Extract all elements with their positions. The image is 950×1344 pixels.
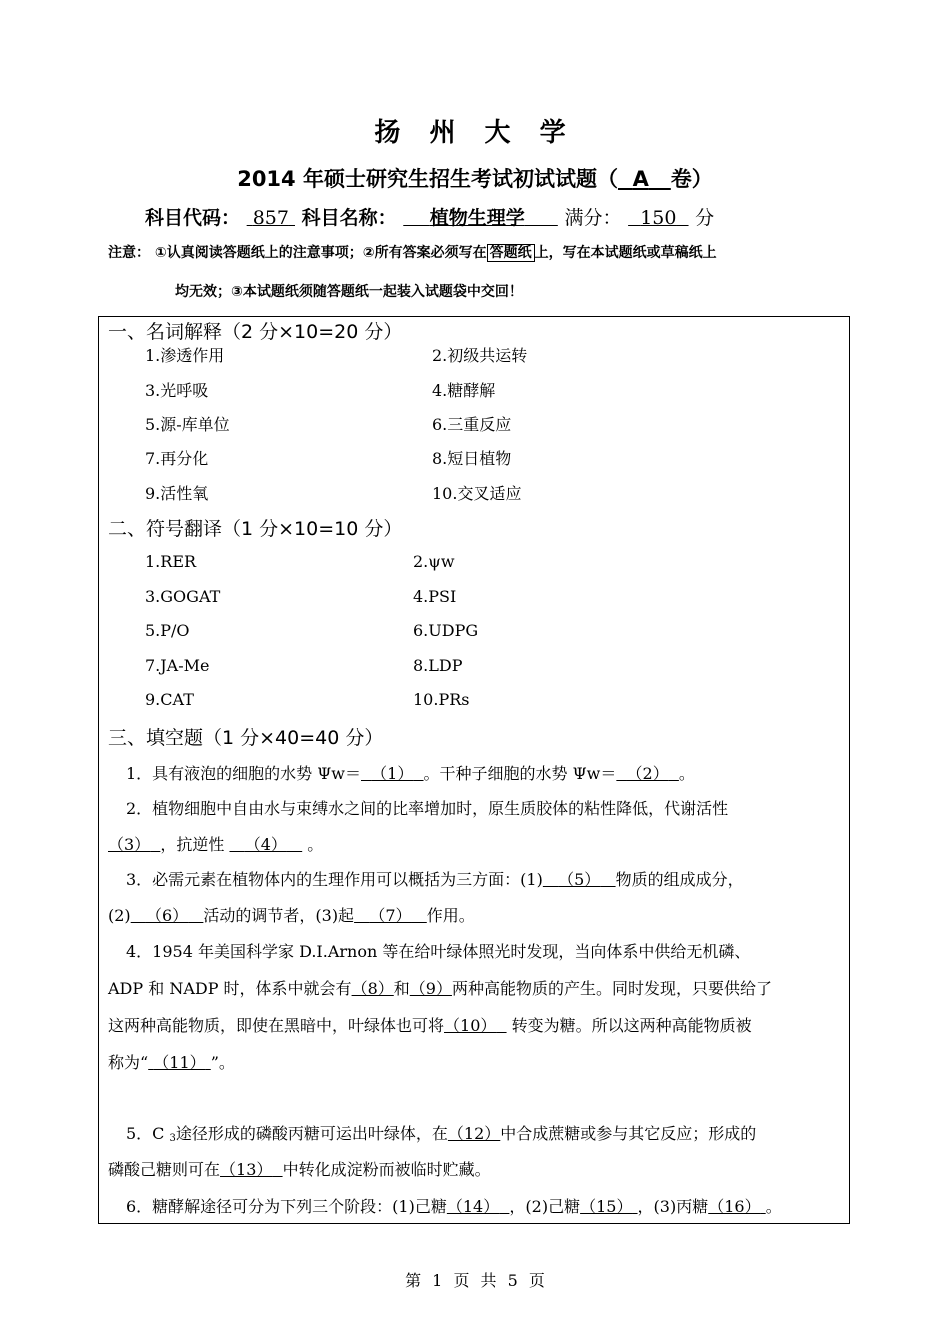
fill-question-1: 1．具有液泡的细胞的水势 Ψw＝ （1） 。干种子细胞的水势 Ψw＝ （2） 。: [126, 764, 695, 783]
symbol-item: 7.JA-Me: [145, 656, 210, 675]
fill-question-3-line1: 3．必需元素在植物体内的生理作用可以概括为三方面：(1) （5） 物质的组成成分，: [126, 870, 744, 889]
notice-line-1: 注意： ①认真阅读答题纸上的注意事项；②所有答案必须写在 答题纸 上，写在本试题纸或草稿纸上: [108, 245, 717, 261]
notice-line-2: 均无效；③本试题纸须随答题纸一起装入试题袋中交回！: [175, 284, 523, 300]
symbol-item: 10.PRs: [413, 690, 470, 709]
code-label: 科目代码：: [145, 207, 241, 229]
score-unit: 分: [695, 207, 715, 229]
symbol-item: 3.GOGAT: [145, 587, 221, 606]
term-item: 7.再分化: [145, 449, 209, 468]
symbol-item: 1.RER: [145, 552, 197, 571]
code-value: 857: [252, 207, 289, 229]
blank-7: （7）: [369, 906, 412, 925]
score-label: 满分：: [564, 207, 622, 229]
blank-1: （1）: [371, 764, 414, 783]
fill-question-2-line1: 2．植物细胞中自由水与束缚水之间的比率增加时，原生质胶体的粘性降低，代谢活性: [126, 799, 729, 818]
paper-type: A: [632, 167, 649, 191]
blank-10: （10）: [444, 1016, 497, 1035]
blank-2: （2）: [626, 764, 669, 783]
name-value: 植物生理学: [429, 207, 525, 229]
subject-line: [145, 203, 714, 230]
score-value: 150: [640, 207, 677, 229]
blank-16: （16）: [708, 1197, 761, 1216]
blank-12: （12）: [447, 1124, 501, 1143]
exam-title-prefix: 2014 年硕士研究生招生考试初试试题（: [237, 167, 618, 191]
answer-sheet-box: 答题纸: [487, 244, 535, 262]
blank-14: （14）: [446, 1197, 500, 1216]
symbol-item: 4.PSI: [413, 587, 457, 606]
fill-question-2-line2: （3） ，抗逆性 （4） 。: [108, 835, 324, 854]
fill-question-6: 6．糖酵解途径可分为下列三个阶段：(1)己糖（14） ，(2)己糖（15） ，(3)丙糖（16） 。: [126, 1197, 782, 1216]
symbol-item: 2.ψw: [413, 552, 455, 571]
symbol-item: 8.LDP: [413, 656, 463, 675]
section1-title: 一、名词解释（2 分×10=20 分）: [108, 321, 403, 343]
symbol-item: 5.P/O: [145, 621, 190, 640]
exam-title-suffix: 卷）: [670, 167, 713, 191]
fill-question-5-line2: 磷酸己糖则可在（13） 中转化成淀粉而被临时贮藏。: [108, 1160, 491, 1179]
fill-question-4-line4: 称为“ （11） ”。: [108, 1053, 235, 1072]
blank-4: （4）: [244, 835, 287, 854]
blank-15: （15）: [580, 1197, 633, 1216]
symbol-item: 6.UDPG: [413, 621, 479, 640]
term-item: 6.三重反应: [432, 415, 512, 434]
term-item: 9.活性氧: [145, 484, 209, 503]
term-item: 2.初级共运转: [432, 346, 528, 365]
fill-question-4-line1: 4．1954 年美国科学家 D.I.Arnon 等在给叶绿体照光时发现，当向体系中供给无机磷、: [126, 942, 751, 961]
fill-question-5-line1: 5．C $_3$途径形成的磷酸丙糖可运出叶绿体，在（12）中合成蔗糖或参与其它反应；形成的: [126, 1124, 757, 1144]
blank-8: （8）: [351, 979, 394, 998]
section2-title: 二、符号翻译（1 分×10=10 分）: [108, 518, 403, 540]
term-item: 8.短日植物: [432, 449, 512, 468]
section3-title: 三、填空题（1 分×40=40 分）: [108, 727, 384, 749]
fill-question-4-line2: ADP 和 NADP 时，体系中就会有（8）和（9）两种高能物质的产生。同时发现，只要供给了: [108, 979, 772, 998]
university-title: 扬 州 大 学: [374, 118, 576, 148]
term-item: 3.光呼吸: [145, 381, 209, 400]
name-label: 科目名称：: [301, 207, 397, 229]
blank-11: （11）: [153, 1053, 206, 1072]
term-item: 4.糖酵解: [432, 381, 496, 400]
blank-9: （9）: [409, 979, 452, 998]
blank-5: （5）: [558, 870, 601, 889]
exam-title: [0, 163, 950, 193]
blank-6: （6）: [145, 906, 189, 925]
page-footer: 第 1 页 共 5 页: [405, 1271, 545, 1290]
symbol-item: 9.CAT: [145, 690, 194, 709]
fill-question-3-line2: (2) （6） 活动的调节者，(3)起 （7） 作用。: [108, 906, 475, 925]
blank-3: （3）: [108, 835, 151, 854]
blank-13: （13）: [220, 1160, 273, 1179]
term-item: 5.源-库单位: [145, 415, 230, 434]
term-item: 1.渗透作用: [145, 346, 225, 365]
term-item: 10.交叉适应: [432, 484, 522, 503]
fill-question-4-line3: 这两种高能物质，即使在黑暗中，叶绿体也可将（10） 转变为糖。所以这两种高能物质被: [108, 1016, 752, 1035]
